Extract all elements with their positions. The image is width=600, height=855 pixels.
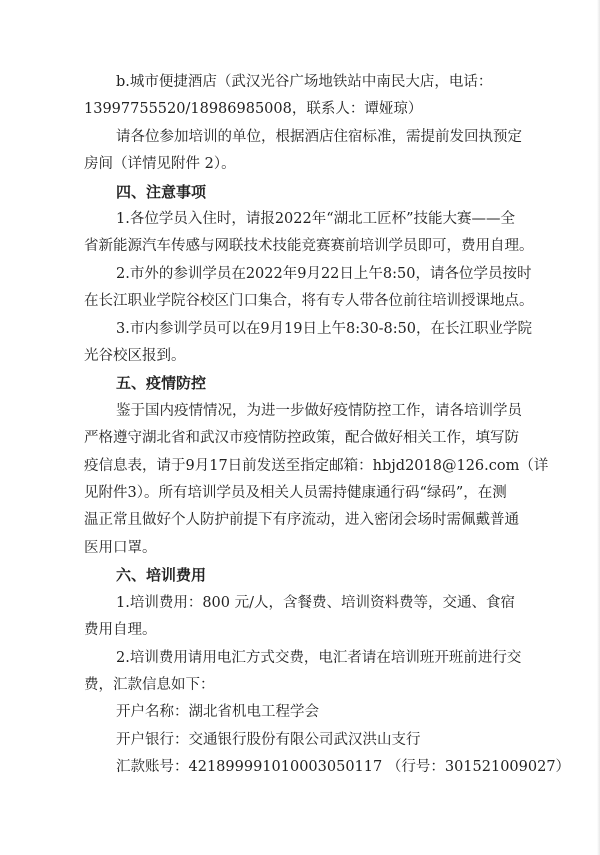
fees-item-1: 1.培训费用：800 元/人，含餐费、培训资料费等，交通、食宿 xyxy=(116,595,516,611)
epidemic-para-line-3: 疫信息表，请于9月17日前发送至指定邮箱：hbjd2018@126.com（详 xyxy=(84,458,549,474)
notes-item-2: 2.市外的参训学员在2022年9月22日上午8:50，请各位学员按时 xyxy=(116,266,532,282)
fees-item-2: 2.培训费用请用电汇方式交费，电汇者请在培训班开班前进行交 xyxy=(116,650,522,666)
account-name-line: 开户名称：湖北省机电工程学会 xyxy=(116,704,319,720)
fees-item-1-cont: 费用自理。 xyxy=(84,622,157,638)
hotel-b-contact-line: 13997755520/18986985008，联系人：谭娅琼） xyxy=(84,101,423,117)
epidemic-para-line-5: 温正常且做好个人防护前提下有序流动，进入密闭会场时需佩戴普通 xyxy=(84,512,519,528)
hotel-b-line: b.城市便捷酒店（武汉光谷广场地铁站中南民大店，电话： xyxy=(116,74,493,90)
notes-item-1-cont: 省新能源汽车传感与网联技术技能竞赛赛前培训学员即可，费用自理。 xyxy=(84,238,534,254)
fees-item-2-cont: 费，汇款信息如下： xyxy=(84,677,215,693)
notes-item-3: 3.市内参训学员可以在9月19日上午8:30-8:50，在长江职业学院 xyxy=(116,321,533,337)
section-heading-fees: 六、培训费用 xyxy=(116,566,207,584)
notes-item-1: 1.各位学员入住时，请报2022年“湖北工匠杯”技能大赛——全 xyxy=(116,211,516,227)
epidemic-para-line-2: 严格遵守湖北省和武汉市疫情防控政策，配合做好相关工作，填写防 xyxy=(84,430,519,446)
epidemic-para-line-1: 鉴于国内疫情情况，为进一步做好疫情防控工作，请各培训学员 xyxy=(116,403,522,419)
account-number-line: 汇款账号：421899991010003050117 （行号：301521009027） xyxy=(116,759,571,775)
notes-item-2-cont: 在长江职业学院谷校区门口集合，将有专人带各位前往培训授课地点。 xyxy=(84,293,534,309)
notes-item-3-cont: 光谷校区报到。 xyxy=(84,348,186,364)
section-heading-epidemic: 五、疫情防控 xyxy=(116,374,207,392)
section-heading-notes: 四、注意事项 xyxy=(116,183,207,201)
booking-note-line: 请各位参加培训的单位，根据酒店住宿标准，需提前发回执预定 xyxy=(116,129,522,145)
account-bank-line: 开户银行：交通银行股份有限公司武汉洪山支行 xyxy=(116,732,421,748)
booking-note-line-2: 房间（详情见附件 2）。 xyxy=(84,156,236,172)
epidemic-para-line-4: 见附件3）。所有培训学员及相关人员需持健康通行码“绿码”，在测 xyxy=(84,485,507,501)
epidemic-para-line-6: 医用口罩。 xyxy=(84,540,157,556)
